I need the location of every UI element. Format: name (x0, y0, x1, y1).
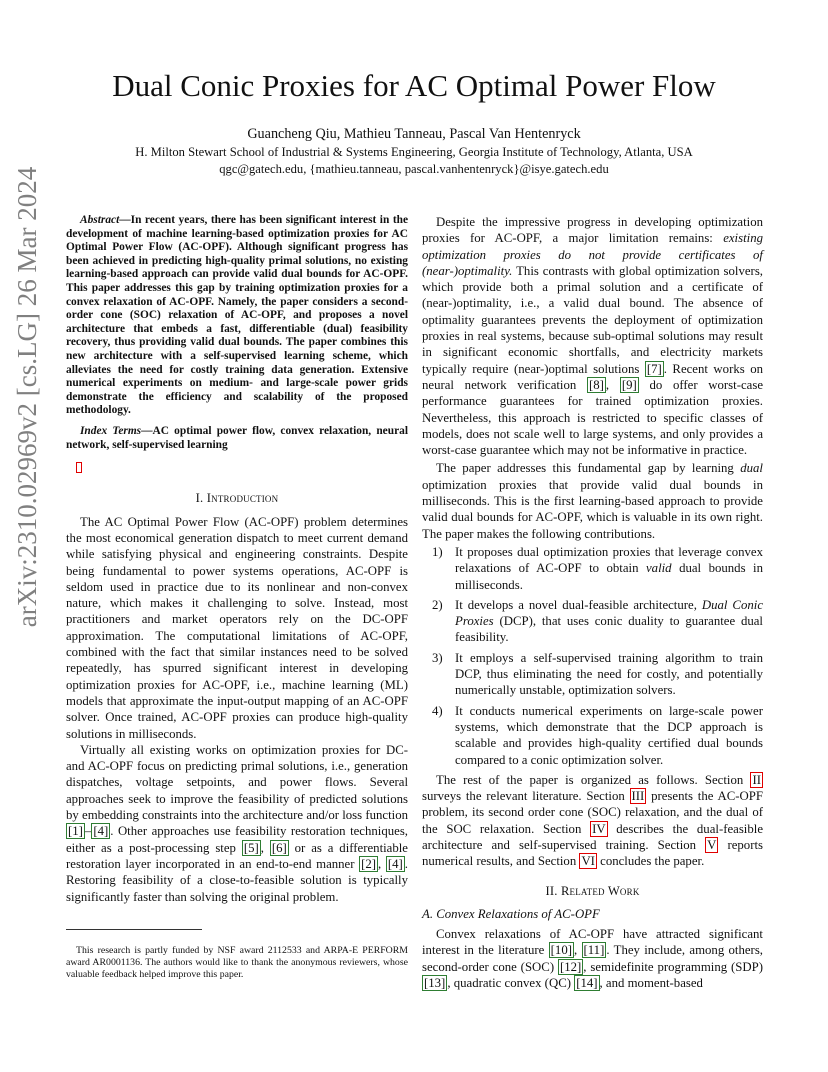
paper-title: Dual Conic Proxies for AC Optimal Power Flow (112, 68, 716, 103)
section-link[interactable]: V (707, 837, 717, 852)
section-link[interactable]: IV (592, 821, 606, 836)
subsection-heading: A. Convex Relaxations of AC-OPF (422, 906, 600, 921)
citation-link[interactable]: [12] (559, 959, 582, 974)
citation-link[interactable]: [10] (550, 943, 572, 958)
index-terms (66, 425, 408, 452)
section-link[interactable]: III (631, 789, 645, 804)
paper-affiliation: H. Milton Stewart School of Industrial & Systems Engineering, Georgia Institute of Technology, Atlanta, USA (135, 145, 693, 159)
citation-link[interactable]: [1] (68, 824, 83, 839)
section-heading-related-work: II. Related Work (545, 883, 640, 898)
citation-link[interactable]: [9] (621, 377, 637, 392)
paper-authors: Guancheng Qiu, Mathieu Tanneau, Pascal Van Hentenryck (247, 126, 581, 142)
citation-link[interactable]: [8] (589, 377, 604, 392)
index-terms-text: —AC optimal power flow, convex relaxation, neural network, self-supervised learning (66, 424, 408, 451)
right-paragraph-4: Convex relaxations of AC-OPF have attracted significant interest in the literature [10] , [11] . They include, among others, second-order cone (SOC) [12] , semidefinite programming (SDP) [13] , quadratic convex (QC) [14] , and moment-based (422, 927, 764, 991)
citation-link[interactable]: [6] (271, 840, 287, 855)
section-heading-introduction: I. Introduction (195, 491, 279, 506)
index-terms-lead: Index Terms (80, 424, 142, 437)
annotation-marker[interactable] (76, 462, 82, 473)
footnote-divider (66, 929, 202, 930)
contribution-item: 2) It develops a novel dual-feasible architecture, Dual Conic Proxies (DCP), that uses conic duality to guarantee dual feasibility. (432, 597, 763, 645)
contribution-item: 3) It employs a self-supervised training algorithm to train DCP, thus eliminating the need for costly, and potentially numerically unstable, optimization solvers. (432, 650, 763, 698)
right-column (422, 214, 763, 991)
intro-paragraph-1: The AC Optimal Power Flow (AC-OPF) problem determines the most economical generation dispatch to meet current demand while satisfying physical and engineering constraints. Despite being fundamental to power systems operations, AC-OPF is seldom used in practice due to its nonlinear and non-convex nature, which makes it challenging to solve. Instead, most practitioners and market operators rely on the DC-OPF approximation. The computational limitations of AC-OPF, combined with the fact that similar instances need to be solved repeatedly, has spurred significant interest in developing optimization proxies for AC-OPF, i.e., machine learning (ML) models that approximate the input-output mapping of an AC-OPF solver. Once trained, AC-OPF proxies can produce high-quality solutions in milliseconds. (66, 514, 408, 741)
section-link[interactable]: II (752, 772, 761, 787)
citation-link[interactable]: [7] (646, 361, 662, 376)
left-column (66, 214, 408, 905)
funding-footnote: This research is partly funded by NSF award 2112533 and ARPA-E PERFORM award AR0001136. The authors would like to thank the anonymous reviewers, whose valuable feedback helped improve this paper. (66, 944, 408, 980)
paper-emails: qgc@gatech.edu, {mathieu.tanneau, pascal.vanhentenryck}@isye.gatech.edu (219, 162, 609, 176)
right-paragraph-1: Despite the impressive progress in developing optimization proxies for AC-OPF, a major limitation remains: existing optimization proxies do not provide certificates of (near-)optimality. This contrasts with global optimization solvers, which provide both a primal solution and a certificate of (near-)optimality, i.e., a valid dual bound. The absence of optimality guarantees prevents the deployment of optimization proxies in real systems, because sub-optimal solutions may result in significant economic shortfalls, and electricity markets typically require (near-)optimal solutions [7] . Recent works on neural network verification [8] , [9] do offer worst-case performance guarantees for trained optimization proxies. Nevertheless, this approach is restricted to specific classes of models, does not scale well to large systems, and only provides a worst-case guarantee which may not be informative in practice. (422, 215, 764, 458)
citation-link[interactable]: [14] (576, 976, 598, 991)
abstract (66, 214, 408, 418)
abstract-text: —In recent years, there has been significant interest in the development of machine learning-based optimization proxies for AC Optimal Power Flow (AC-OPF). Although significant progress has been achieved in predicting high-quality primal solutions, no existing learning-based approach can provide valid dual bounds for AC-OPF. This paper addresses this gap by training optimization proxies for a convex relaxation of AC-OPF. Namely, the paper considers a second-order cone (SOC) relaxation of AC-OPF, and proposes a novel architecture that embeds a fast, differentiable (dual) feasibility recovery, thus providing valid dual bounds. The paper combines this new architecture with a self-supervised learning scheme, which alleviates the need for costly training data generation. Extensive numerical experiments on medium- and large-scale power grids demonstrate the efficiency and scalability of the proposed methodology. (66, 214, 408, 417)
citation-link[interactable]: [4] (93, 824, 109, 839)
citation-link[interactable]: [4] (387, 856, 403, 871)
intro-paragraph-2: Virtually all existing works on optimization proxies for DC- and AC-OPF focus on predicting primal solutions, i.e., generation dispatches, voltage setpoints, and power flows. Several approaches seek to improve the feasibility of predicted solutions by embedding constraints into the architecture and/or loss function [1] – [4] . Other approaches use feasibility restoration techniques, either as a post-processing step [5] , [6] or as a differentiable restoration layer incorporated in an end-to-end manner [2] , [4] . Restoring feasibility of a close-to-feasible solution is typically significantly faster than solving the original problem. (66, 742, 408, 904)
section-link[interactable]: VI (581, 854, 595, 869)
citation-link[interactable]: [2] (361, 856, 377, 871)
arxiv-stamp: arXiv:2310.02969v2 [cs.LG] 26 Mar 2024 (12, 166, 42, 628)
right-paragraph-2: The paper addresses this fundamental gap by learning dual optimization proxies that provide valid dual bounds in milliseconds. This is the first learning-based approach to provide valid dual bounds for AC-OPF, which is valuable in its own right. The paper makes the following contributions. (422, 461, 763, 541)
contribution-item: 4) It conducts numerical experiments on large-scale power systems, which demonstrate that the DCP approach is scalable and provides high-quality certified dual bounds compared to a conic optimization solver. (432, 703, 763, 767)
contributions-list (422, 544, 763, 768)
citation-link[interactable]: [13] (424, 976, 446, 991)
citation-link[interactable]: [11] (583, 943, 605, 958)
citation-link[interactable]: [5] (243, 840, 259, 855)
right-paragraph-3: The rest of the paper is organized as follows. Section II surveys the relevant literature. Section III presents the AC-OPF problem, its second order cone (SOC) relaxation, and the dual of the SOC relaxation. Section IV describes the dual-feasible architecture and self-supervised training. Section V reports numerical results, and Section VI concludes the paper. (422, 772, 764, 869)
abstract-lead: Abstract (80, 214, 120, 226)
contribution-item: 1) It proposes dual optimization proxies that leverage convex relaxations of AC-OPF to obtain valid dual bounds in milliseconds. (432, 544, 763, 592)
